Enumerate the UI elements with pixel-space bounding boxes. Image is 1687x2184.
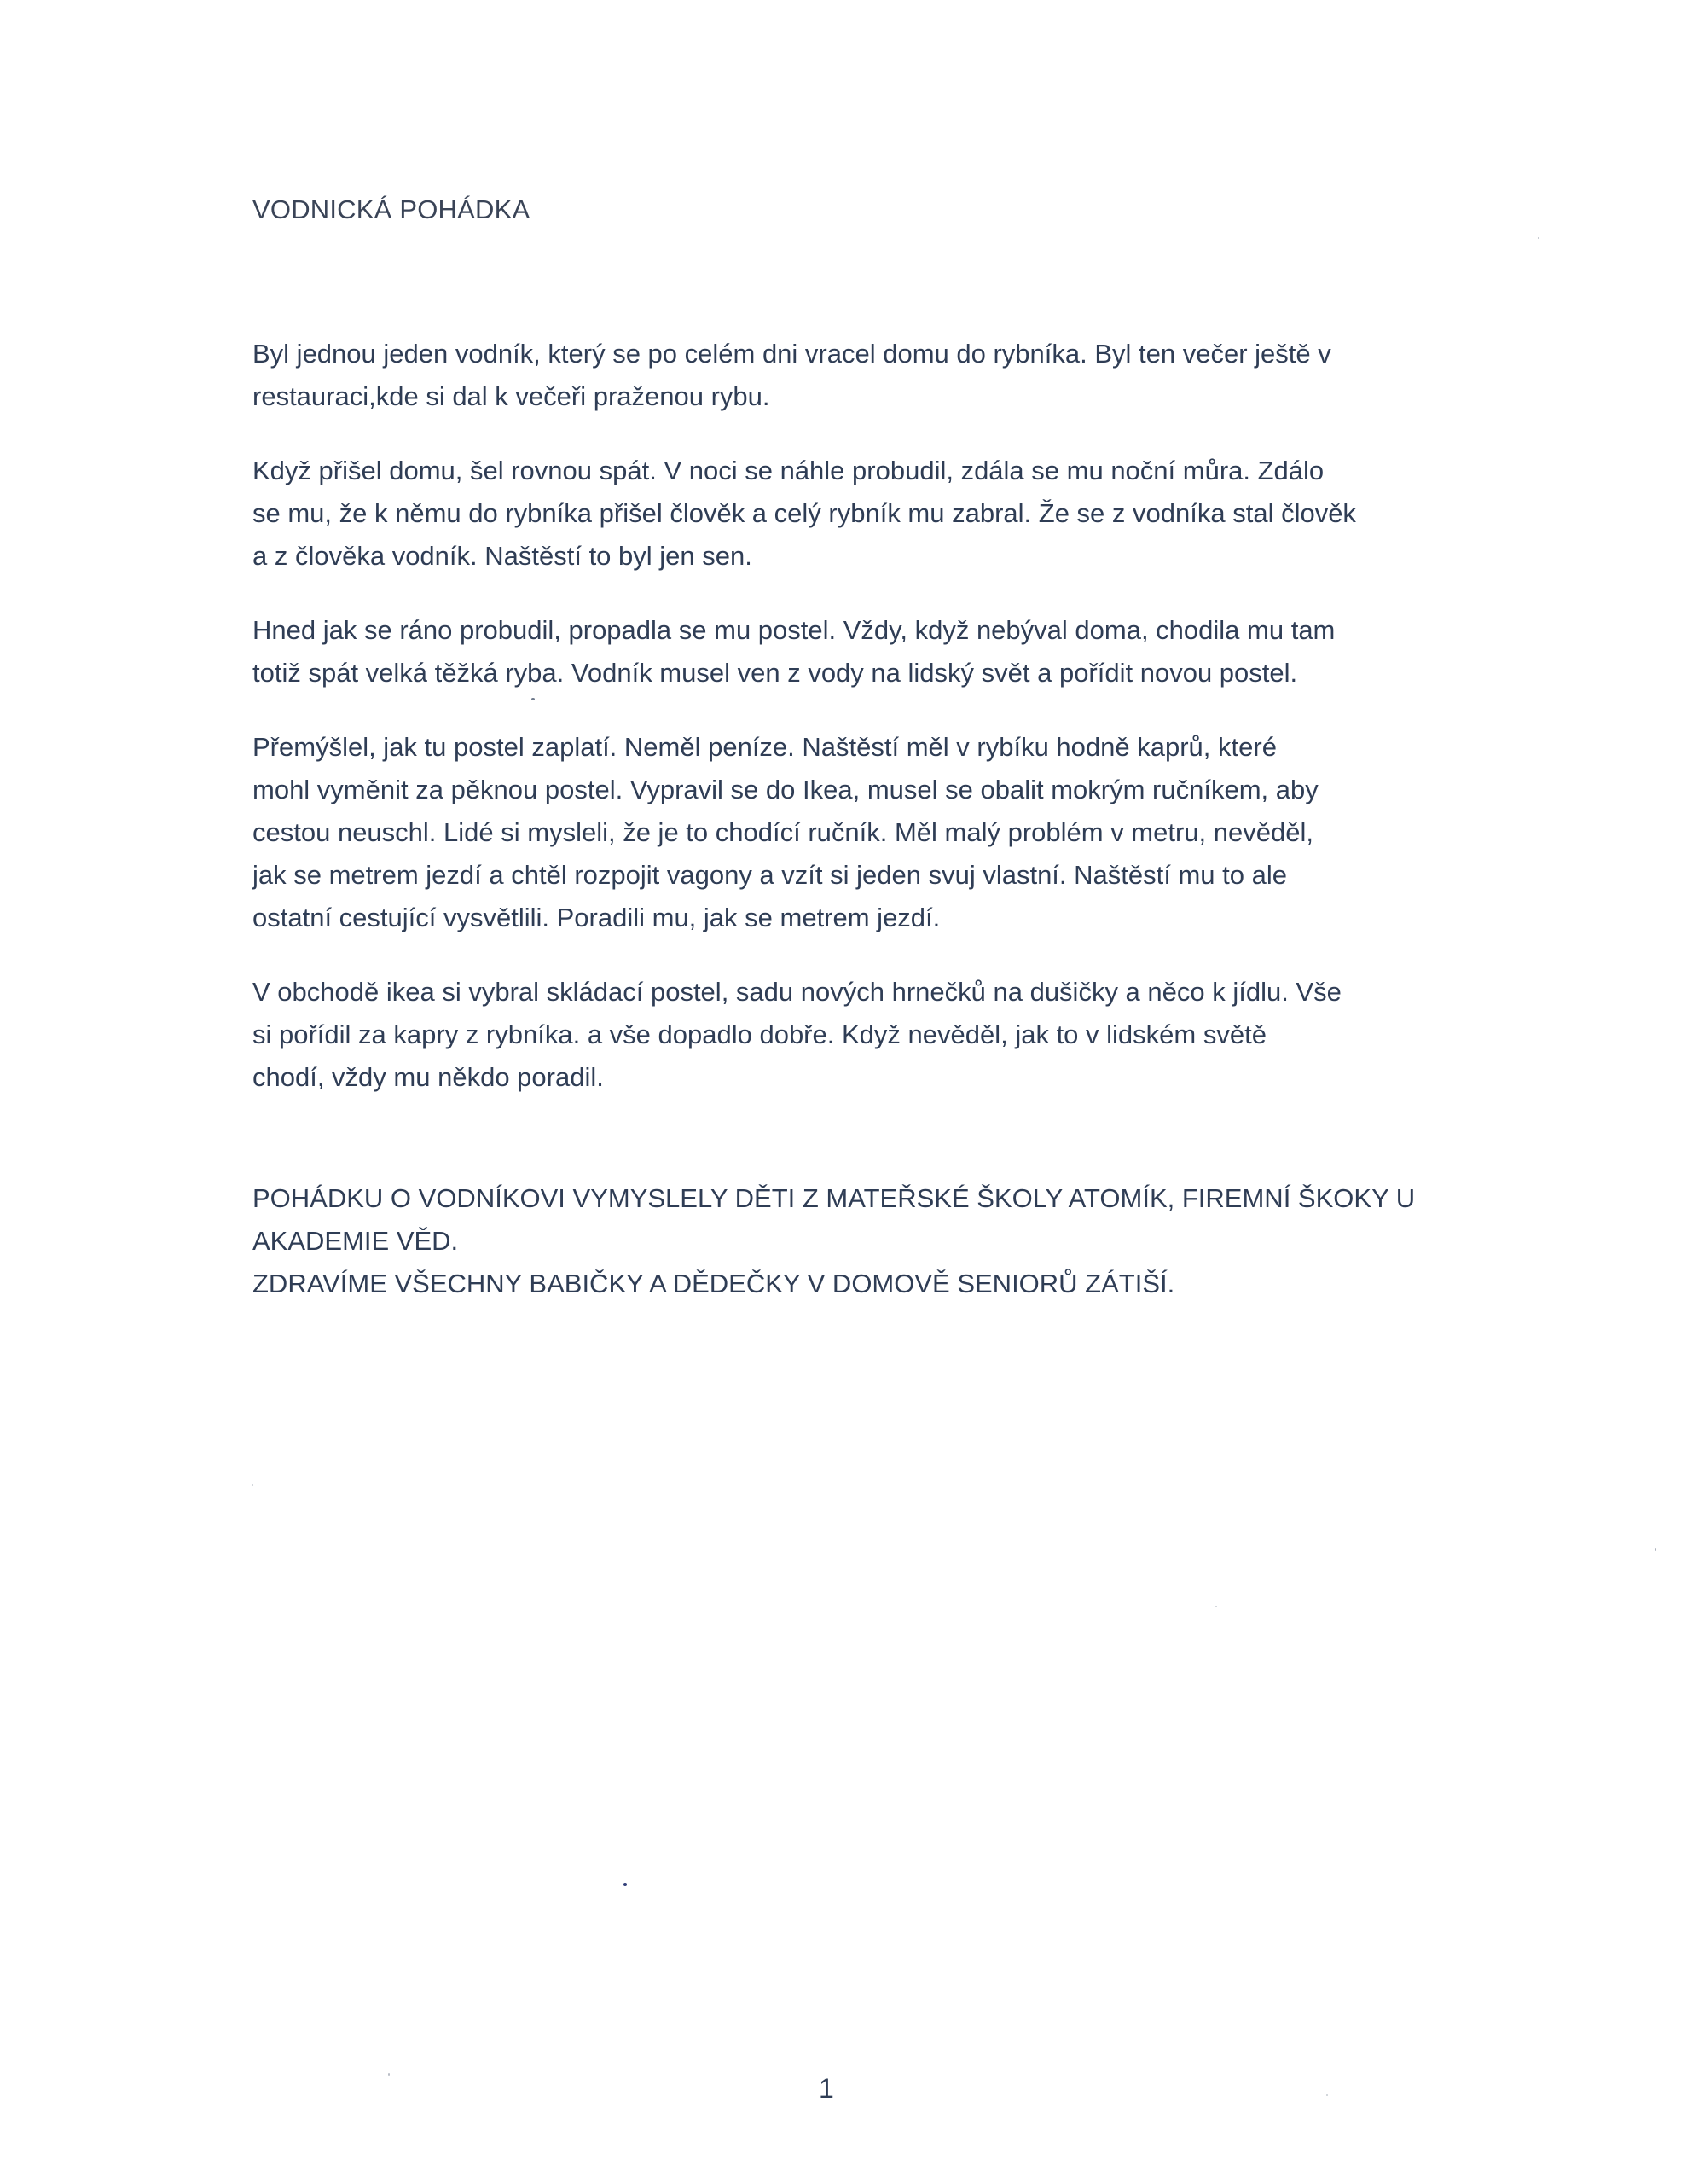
text-line: Když přišel domu, šel rovnou spát. V noci se náhle probudil, zdála se mu noční můra. Zdálo	[252, 456, 1325, 485]
footer-line: ZDRAVÍME VŠECHNY BABIČKY A DĚDEČKY V DOMOVĚ SENIORŮ ZÁTIŠÍ.	[252, 1269, 1175, 1298]
text-line: se mu, že k němu do rybníka přišel člověk a celý rybník mu zabral. Že se z vodníka stal člověk	[252, 498, 1356, 528]
scan-speck	[252, 1484, 253, 1486]
footer-line: AKADEMIE VĚD.	[252, 1226, 459, 1256]
paragraph	[252, 333, 1429, 418]
page-number: 1	[819, 2073, 834, 2104]
paragraph	[252, 609, 1429, 694]
text-line: chodí, vždy mu někdo poradil.	[252, 1062, 604, 1092]
text-line: restauraci,kde si dal k večeři praženou rybu.	[252, 381, 770, 411]
text-line: cestou neuschl. Lidé si mysleli, že je to chodící ručník. Měl malý problém v metru, nevěděl,	[252, 817, 1313, 847]
paragraph	[252, 971, 1429, 1099]
text-line: jak se metrem jezdí a chtěl rozpojit vagony a vzít si jeden svuj vlastní. Naštěstí mu to ale	[252, 860, 1287, 890]
text-line: mohl vyměnit za pěknou postel. Vypravil se do Ikea, musel se obalit mokrým ručníkem, aby	[252, 775, 1319, 804]
text-line: ostatní cestující vysvětlili. Poradili mu, jak se metrem jezdí.	[252, 903, 941, 932]
scan-speck	[1215, 1606, 1217, 1607]
scan-speck	[1326, 2094, 1328, 2096]
scan-speck	[623, 1883, 627, 1886]
text-line: Byl jednou jeden vodník, který se po celém dni vracel domu do rybníka. Byl ten večer ještě v	[252, 339, 1331, 369]
text-line: Přemýšlel, jak tu postel zaplatí. Neměl peníze. Naštěstí měl v rybíku hodně kaprů, které	[252, 732, 1277, 762]
text-line: V obchodě ikea si vybral skládací postel, sadu nových hrnečků na dušičky a něco k jídlu. Vše	[252, 977, 1342, 1007]
story-body	[252, 333, 1429, 1130]
paragraph	[252, 450, 1429, 578]
text-line: Hned jak se ráno probudil, propadla se mu postel. Vždy, když nebýval doma, chodila mu tam	[252, 615, 1336, 645]
text-line: si pořídil za kapry z rybníka. a vše dopadlo dobře. Když nevěděl, jak to v lidském světě	[252, 1019, 1267, 1049]
scan-speck	[1655, 1548, 1656, 1551]
document-title: VODNICKÁ POHÁDKA	[252, 195, 530, 224]
scan-speck	[531, 698, 535, 700]
scan-speck	[388, 2073, 390, 2076]
paragraph	[252, 726, 1429, 939]
footer-line: POHÁDKU O VODNÍKOVI VYMYSLELY DĚTI Z MATEŘSKÉ ŠKOLY ATOMÍK, FIREMNÍ ŠKOKY U	[252, 1183, 1416, 1213]
text-line: totiž spát velká těžká ryba. Vodník musel ven z vody na lidský svět a pořídit novou postel.	[252, 658, 1298, 688]
text-line: a z člověka vodník. Naštěstí to byl jen sen.	[252, 541, 752, 571]
scan-speck	[1538, 237, 1539, 239]
footer-note	[252, 1177, 1446, 1305]
